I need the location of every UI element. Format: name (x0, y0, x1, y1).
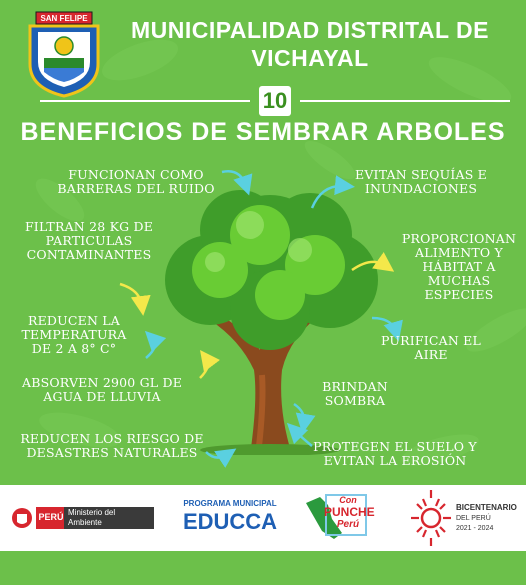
punche-peru-label: Perú (336, 519, 360, 530)
municipal-crest-logo (24, 10, 104, 98)
benefit-temperatura: REDUCEN LA TEMPERATURA DE 2 A 8° C° (21, 313, 127, 356)
benefit-alimento: PROPORCIONAN ALIMENTO Y HÁBITAT A MUCHAS ESPECIES (401, 231, 517, 302)
footer-logos (0, 485, 526, 551)
page-title: MUNICIPALIDAD DISTRITAL DE VICHAYAL (131, 17, 489, 71)
minam-logo (8, 485, 158, 551)
educca-label: EDUCCA (182, 509, 278, 534)
benefit-agua: ABSORVEN 2900 GL DE AGUA DE LLUVIA (21, 375, 183, 404)
ministerio-label: Ministerio del Ambiente (68, 508, 116, 527)
bicentenario-logo (406, 485, 524, 551)
tree-illustration (150, 180, 390, 455)
punche-con-label: Con (339, 495, 357, 505)
page-subtitle: BENEFICIOS DE SEMBRAR ARBOLES (20, 118, 506, 146)
benefit-desastres: REDUCEN LOS RIESGO DE DESASTRES NATURALES (20, 431, 204, 460)
benefit-suelo: PROTEGEN EL SUELO Y EVITAN LA EROSIÓN (313, 439, 477, 468)
benefit-sequias: EVITAN SEQUÍAS E INUNDACIONES (355, 167, 487, 196)
peru-label: PERÚ (38, 512, 64, 522)
bicentenario-label: BICENTENARIO (456, 503, 517, 512)
crest-banner-text: SAN FELIPE (40, 14, 88, 23)
bicentenario-sunburst-icon (406, 485, 456, 551)
bicentenario-years-label: 2021 - 2024 (456, 525, 494, 532)
footer-strip (0, 551, 526, 585)
benefit-ruido: FUNCIONAN COMO BARRERAS DEL RUIDO (57, 167, 215, 196)
benefit-purifican: PURIFICAN EL AIRE (380, 333, 481, 362)
benefits-count-badge: 10 (259, 86, 291, 116)
educca-program-label: PROGRAMA MUNICIPAL (183, 499, 277, 508)
educca-logo (180, 485, 280, 551)
title-rule-right (300, 100, 510, 102)
punche-label: PUNCHE (324, 505, 375, 519)
bicentenario-sub-label: DEL PERÚ (456, 515, 491, 522)
title-rule-left (40, 100, 250, 102)
benefit-filtran: FILTRAN 28 KG DE PARTICULAS CONTAMINANTES (24, 219, 154, 262)
punche-peru-logo (296, 485, 376, 551)
benefit-sombra: BRINDAN SOMBRA (322, 379, 388, 408)
